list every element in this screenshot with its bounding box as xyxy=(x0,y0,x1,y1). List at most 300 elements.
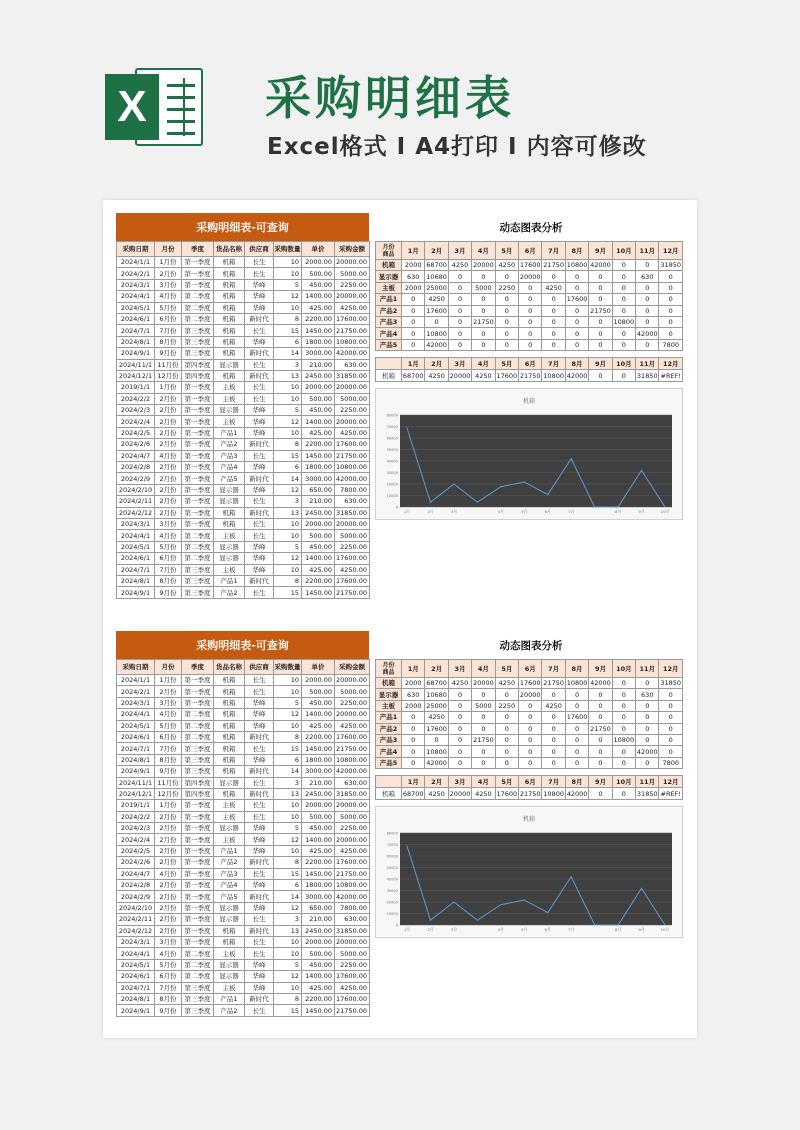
table-cell: 2024/4/1 xyxy=(117,291,155,302)
summary-value-cell: 10680 xyxy=(426,272,447,281)
table-cell: 7月份 xyxy=(155,564,182,575)
table-cell: 第一季度 xyxy=(182,427,214,438)
table-cell: 华峰 xyxy=(245,971,274,982)
table-cell: 显示器 xyxy=(214,359,245,370)
table-cell: 第一季度 xyxy=(182,845,214,856)
table-cell: 13 xyxy=(274,788,302,799)
summary-row xyxy=(376,282,683,293)
table-cell: 13 xyxy=(274,925,302,936)
summary-value-cell: 0 xyxy=(495,689,518,700)
table-cell: 2024/3/1 xyxy=(117,936,155,947)
table-cell: 17600.00 xyxy=(335,439,370,450)
table-cell: 机箱 xyxy=(214,302,245,313)
table-cell: 2024/1/1 xyxy=(117,675,155,686)
table-row xyxy=(117,393,370,404)
table-cell: 显示器 xyxy=(214,902,245,913)
x-tick-label: 3月 xyxy=(450,509,458,515)
table-cell: 1450.00 xyxy=(302,743,335,754)
table-cell: 新时代 xyxy=(245,575,274,586)
summary-value-cell: 0 xyxy=(402,316,425,327)
summary-value-cell: 0 xyxy=(448,746,471,757)
table-cell: 新时代 xyxy=(245,370,274,381)
y-tick-label: 50000 xyxy=(386,866,398,871)
table-cell: 9月份 xyxy=(155,587,182,598)
query-value-cell: 0 xyxy=(589,788,612,800)
table-cell: 第二季度 xyxy=(182,720,214,731)
table-cell: 3000.00 xyxy=(302,473,335,484)
table-cell: 6 xyxy=(274,754,302,765)
purchase-col-header: 采购金额 xyxy=(335,660,370,675)
x-tick-label: 9月 xyxy=(638,509,645,515)
table-cell: 3000.00 xyxy=(302,891,335,902)
query-product-selector[interactable]: 机箱 xyxy=(376,370,402,382)
query-product-selector[interactable]: 机箱 xyxy=(376,788,402,800)
table-cell: 华峰 xyxy=(245,982,274,993)
summary-value-cell: 17600 xyxy=(519,679,541,688)
summary-value-cell: 0 xyxy=(589,316,612,327)
summary-value-cell: 0 xyxy=(636,757,659,768)
summary-value-cell: 4250 xyxy=(495,260,518,271)
summary-month-header: 9月 xyxy=(589,660,612,678)
x-tick-label: 8月 xyxy=(614,509,622,515)
summary-value-cell: 0 xyxy=(565,328,588,339)
data-point xyxy=(617,925,618,926)
summary-value-cell: 0 xyxy=(659,712,683,723)
table-row xyxy=(117,709,370,720)
query-header-row xyxy=(376,776,683,788)
table-cell: 4250.00 xyxy=(335,845,370,856)
table-cell: 第二季度 xyxy=(182,291,214,302)
table-cell: 5 xyxy=(274,697,302,708)
query-col-header xyxy=(376,776,402,788)
summary-value-cell: 0 xyxy=(472,689,495,700)
summary-value-cell: 7800 xyxy=(659,757,683,768)
x-tick-label: 9月 xyxy=(638,927,645,933)
summary-value-cell: 0 xyxy=(519,723,542,734)
table-cell: 450.00 xyxy=(302,823,335,834)
summary-value-cell: 0 xyxy=(472,294,495,305)
table-cell: 500.00 xyxy=(302,811,335,822)
table-cell: 2450.00 xyxy=(302,788,335,799)
summary-value-cell: 17600 xyxy=(566,713,588,722)
table-cell: 主板 xyxy=(214,382,245,393)
table-cell: 显示器 xyxy=(214,914,245,925)
table-row xyxy=(117,731,370,742)
table-cell: 4250.00 xyxy=(335,427,370,438)
summary-product-cell: 机箱 xyxy=(376,678,402,689)
table-cell: 5000.00 xyxy=(335,686,370,697)
table-cell: 新时代 xyxy=(245,857,274,868)
table-cell: 产品2 xyxy=(214,439,245,450)
table-cell: 10 xyxy=(274,686,302,697)
sheet-preview xyxy=(103,200,697,1038)
y-tick-label: 40000 xyxy=(386,459,398,464)
table-cell: 华峰 xyxy=(245,484,274,495)
summary-month-header: 4月 xyxy=(472,660,495,678)
table-cell: 1450.00 xyxy=(302,1005,335,1016)
purchase-col-header: 季度 xyxy=(182,660,214,675)
summary-month-header: 9月 xyxy=(589,242,612,260)
table-cell: 华峰 xyxy=(245,427,274,438)
summary-value-cell: 0 xyxy=(565,689,588,700)
summary-value-cell: 0 xyxy=(495,316,518,327)
table-cell: 11月份 xyxy=(155,359,182,370)
table-cell: 4月份 xyxy=(155,530,182,541)
table-cell: 长生 xyxy=(245,811,274,822)
table-cell: 630.00 xyxy=(335,496,370,507)
summary-value-cell: 2000 xyxy=(402,282,425,293)
summary-value-cell: 0 xyxy=(448,689,471,700)
table-row xyxy=(117,268,370,279)
table-row xyxy=(117,800,370,811)
summary-value-cell: 0 xyxy=(519,734,542,745)
table-cell: 5月份 xyxy=(155,959,182,970)
table-cell: 500.00 xyxy=(302,393,335,404)
table-cell: 42000.00 xyxy=(335,766,370,777)
table-row xyxy=(117,473,370,484)
summary-value-cell: 0 xyxy=(495,328,518,339)
table-cell: 长生 xyxy=(245,777,274,788)
query-col-header: 9月 xyxy=(589,776,612,788)
table-cell: 2024/5/1 xyxy=(117,541,155,552)
table-cell: 机箱 xyxy=(214,731,245,742)
table-cell: 2024/9/1 xyxy=(117,1005,155,1016)
table-cell: 2024/8/1 xyxy=(117,575,155,586)
summary-value-cell: 0 xyxy=(659,282,683,293)
summary-value-cell: 0 xyxy=(542,712,565,723)
table-cell: 第一季度 xyxy=(182,686,214,697)
purchase-col-header: 单价 xyxy=(302,242,335,257)
table-cell: 6月份 xyxy=(155,553,182,564)
table-cell: 210.00 xyxy=(302,496,335,507)
x-tick-label: 4月 xyxy=(497,927,504,933)
table-row xyxy=(117,675,370,686)
table-cell: 2024/5/1 xyxy=(117,720,155,731)
line-chart xyxy=(375,388,683,520)
table-cell: 华峰 xyxy=(245,279,274,290)
table-cell: 2024/2/6 xyxy=(117,439,155,450)
data-point xyxy=(641,470,642,471)
table-row xyxy=(117,948,370,959)
table-cell: 2019/1/1 xyxy=(117,800,155,811)
table-cell: 14 xyxy=(274,473,302,484)
table-cell: 2024/2/11 xyxy=(117,914,155,925)
purchase-col-header: 货品名称 xyxy=(214,242,245,257)
table-cell: 10 xyxy=(274,845,302,856)
summary-value-cell: 0 xyxy=(448,734,471,745)
table-cell: 长生 xyxy=(245,450,274,461)
summary-month-header: 3月 xyxy=(448,660,471,678)
table-row xyxy=(117,462,370,473)
table-cell: 长生 xyxy=(245,686,274,697)
table-cell: 机箱 xyxy=(214,291,245,302)
summary-value-cell: 0 xyxy=(589,328,612,339)
query-value-cell: 10800 xyxy=(543,371,564,380)
summary-value-cell: 21750 xyxy=(590,724,611,733)
table-cell: 10 xyxy=(274,948,302,959)
table-cell: 10800.00 xyxy=(335,880,370,891)
summary-value-cell: 0 xyxy=(402,734,425,745)
table-cell: 20000.00 xyxy=(335,800,370,811)
page-subtitle: Excel格式 I A4打印 I 内容可修改 xyxy=(267,134,647,160)
summary-value-cell: 0 xyxy=(425,734,448,745)
table-cell: 8 xyxy=(274,313,302,324)
table-row xyxy=(117,959,370,970)
table-cell: 产品1 xyxy=(214,845,245,856)
table-cell: 210.00 xyxy=(302,914,335,925)
table-cell: 2024/2/12 xyxy=(117,925,155,936)
summary-value-cell: 0 xyxy=(448,723,471,734)
table-cell: 1月份 xyxy=(155,257,182,268)
table-cell: 8月份 xyxy=(155,336,182,347)
query-col-header: 2月 xyxy=(425,358,448,370)
query-col-header: 1月 xyxy=(402,358,425,370)
table-cell: 2024/1/1 xyxy=(117,257,155,268)
summary-value-cell: 0 xyxy=(589,294,612,305)
query-col-header: 12月 xyxy=(659,358,683,370)
table-cell: 产品2 xyxy=(214,587,245,598)
table-cell: 2024/2/4 xyxy=(117,416,155,427)
summary-value-cell: 0 xyxy=(519,339,542,350)
query-value-cell: 4250 xyxy=(425,370,448,382)
data-point xyxy=(406,846,407,847)
table-cell: 华峰 xyxy=(245,336,274,347)
table-cell: 10 xyxy=(274,675,302,686)
y-tick-label: 80000 xyxy=(386,413,398,418)
table-cell: 长生 xyxy=(245,257,274,268)
summary-month-header: 10月 xyxy=(612,242,635,260)
summary-corner-cell xyxy=(376,660,402,678)
table-cell: 17600.00 xyxy=(335,731,370,742)
table-row xyxy=(117,302,370,313)
summary-value-cell: 17600 xyxy=(426,306,447,315)
query-value-cell: 0 xyxy=(612,788,635,800)
purchase-table-section xyxy=(116,213,369,599)
table-cell: 显示器 xyxy=(214,484,245,495)
table-row xyxy=(117,720,370,731)
table-cell: 2月份 xyxy=(155,834,182,845)
query-col-header: 2月 xyxy=(425,776,448,788)
table-cell: 12 xyxy=(274,291,302,302)
table-cell: 第三季度 xyxy=(182,348,214,359)
summary-value-cell: 0 xyxy=(612,712,635,723)
summary-value-cell: 0 xyxy=(402,757,425,768)
purchase-col-header: 供应商 xyxy=(245,660,274,675)
summary-value-cell: 0 xyxy=(636,282,659,293)
table-cell: 4月份 xyxy=(155,709,182,720)
table-cell: 500.00 xyxy=(302,948,335,959)
summary-value-cell: 42000 xyxy=(636,329,658,338)
data-point xyxy=(617,507,618,508)
summary-value-cell: 4250 xyxy=(542,700,565,711)
table-cell: 4250.00 xyxy=(335,302,370,313)
query-col-header: 12月 xyxy=(659,776,683,788)
query-value-cell: 0 xyxy=(589,370,612,382)
table-cell: 1月份 xyxy=(155,382,182,393)
table-cell: 新时代 xyxy=(245,348,274,359)
table-row xyxy=(117,993,370,1004)
summary-value-cell: 2250 xyxy=(495,700,518,711)
summary-value-cell: 0 xyxy=(565,746,588,757)
table-cell: 6月份 xyxy=(155,971,182,982)
table-cell: 第一季度 xyxy=(182,697,214,708)
table-cell: 华峰 xyxy=(245,291,274,302)
table-cell: 显示器 xyxy=(214,405,245,416)
table-cell: 新时代 xyxy=(245,439,274,450)
table-cell: 华峰 xyxy=(245,405,274,416)
table-cell: 主板 xyxy=(214,948,245,959)
table-cell: 2024/7/1 xyxy=(117,564,155,575)
table-cell: 第二季度 xyxy=(182,313,214,324)
table-cell: 2000.00 xyxy=(302,518,335,529)
purchase-table xyxy=(116,241,370,599)
table-cell: 主板 xyxy=(214,416,245,427)
summary-row xyxy=(376,271,683,282)
summary-value-cell: 0 xyxy=(589,700,612,711)
summary-month-header: 8月 xyxy=(565,242,588,260)
table-cell: 第三季度 xyxy=(182,336,214,347)
table-row xyxy=(117,902,370,913)
summary-value-cell: 0 xyxy=(589,746,612,757)
summary-value-cell: 0 xyxy=(612,746,635,757)
summary-row xyxy=(376,678,683,689)
table-cell: 12 xyxy=(274,902,302,913)
table-cell: 1800.00 xyxy=(302,462,335,473)
table-cell: 5月份 xyxy=(155,302,182,313)
summary-value-cell: 0 xyxy=(495,294,518,305)
x-tick-label: 6月 xyxy=(544,927,551,933)
table-row xyxy=(117,777,370,788)
table-row xyxy=(117,857,370,868)
table-cell: 2450.00 xyxy=(302,507,335,518)
data-point xyxy=(641,888,642,889)
summary-value-cell: 0 xyxy=(542,328,565,339)
summary-value-cell: 10800 xyxy=(613,318,635,327)
table-row xyxy=(117,788,370,799)
table-cell: 10 xyxy=(274,268,302,279)
summary-value-cell: 21750 xyxy=(590,306,611,315)
purchase-col-header: 单价 xyxy=(302,660,335,675)
table-cell: 长生 xyxy=(245,914,274,925)
table-row xyxy=(117,925,370,936)
summary-value-cell: 0 xyxy=(542,734,565,745)
summary-value-cell: 0 xyxy=(448,305,471,316)
summary-value-cell: 25000 xyxy=(426,283,447,292)
summary-value-cell: 0 xyxy=(402,339,425,350)
table-cell: 第一季度 xyxy=(182,936,214,947)
summary-value-cell: 21750 xyxy=(543,261,564,270)
table-cell: 15 xyxy=(274,743,302,754)
table-cell: 第一季度 xyxy=(182,382,214,393)
table-cell: 17600.00 xyxy=(335,971,370,982)
table-cell: 10 xyxy=(274,382,302,393)
table-cell: 机箱 xyxy=(214,936,245,947)
summary-value-cell: 4250 xyxy=(448,260,471,271)
table-cell: 1450.00 xyxy=(302,450,335,461)
analysis-title: 动态图表分析 xyxy=(499,221,563,234)
summary-value-cell: 0 xyxy=(495,712,518,723)
table-cell: 2024/2/3 xyxy=(117,823,155,834)
table-cell: 3 xyxy=(274,496,302,507)
summary-product-cell: 产品2 xyxy=(376,723,402,734)
table-cell: 2024/2/10 xyxy=(117,902,155,913)
summary-value-cell: 0 xyxy=(495,757,518,768)
summary-value-cell: 0 xyxy=(448,282,471,293)
table-row xyxy=(117,405,370,416)
query-col-header: 11月 xyxy=(636,358,659,370)
table-cell: 20000.00 xyxy=(335,257,370,268)
table-row xyxy=(117,766,370,777)
summary-value-cell: 0 xyxy=(589,271,612,282)
table-cell: 第二季度 xyxy=(182,731,214,742)
summary-value-cell: 0 xyxy=(448,294,471,305)
table-cell: 第三季度 xyxy=(182,587,214,598)
summary-value-cell: 0 xyxy=(565,316,588,327)
table-cell: 第二季度 xyxy=(182,709,214,720)
table-cell: 2月份 xyxy=(155,845,182,856)
table-cell: 产品1 xyxy=(214,427,245,438)
table-cell: 机箱 xyxy=(214,697,245,708)
table-cell: 产品4 xyxy=(214,462,245,473)
query-result-row xyxy=(376,370,683,382)
table-cell: 21750.00 xyxy=(335,450,370,461)
query-value-cell: 17600 xyxy=(496,371,518,380)
table-cell: 15 xyxy=(274,1005,302,1016)
summary-value-cell: 17600 xyxy=(426,724,447,733)
table-cell: 2000.00 xyxy=(302,382,335,393)
purchase-col-header: 月份 xyxy=(155,242,182,257)
analysis-title: 动态图表分析 xyxy=(499,639,563,652)
summary-value-cell: 0 xyxy=(659,316,683,327)
table-cell: 长生 xyxy=(245,393,274,404)
query-value-cell: 20000 xyxy=(449,789,471,798)
summary-value-cell: 0 xyxy=(589,282,612,293)
table-cell: 20000.00 xyxy=(335,709,370,720)
summary-row xyxy=(376,260,683,271)
table-cell: 华峰 xyxy=(245,823,274,834)
table-row xyxy=(117,971,370,982)
summary-value-cell: 21750 xyxy=(473,736,494,745)
table-cell: 5000.00 xyxy=(335,948,370,959)
table-cell: 产品2 xyxy=(214,1005,245,1016)
table-cell: 机箱 xyxy=(214,754,245,765)
table-cell: 2000.00 xyxy=(302,936,335,947)
summary-value-cell: 2000 xyxy=(402,678,425,689)
summary-value-cell: 0 xyxy=(612,328,635,339)
summary-product-cell: 产品4 xyxy=(376,328,402,339)
table-cell: 10800.00 xyxy=(335,462,370,473)
summary-value-cell: 0 xyxy=(612,271,635,282)
table-cell: 2200.00 xyxy=(302,993,335,1004)
table-cell: 10800.00 xyxy=(335,754,370,765)
summary-value-cell: 25000 xyxy=(426,701,447,710)
table-cell: 新时代 xyxy=(245,507,274,518)
table-cell: 21750.00 xyxy=(335,743,370,754)
query-result-row xyxy=(376,788,683,800)
table-cell: 11月份 xyxy=(155,777,182,788)
table-cell: 4月份 xyxy=(155,868,182,879)
table-cell: 12 xyxy=(274,971,302,982)
summary-row xyxy=(376,328,683,339)
table-row xyxy=(117,914,370,925)
query-col-header: 9月 xyxy=(589,358,612,370)
table-cell: 6月份 xyxy=(155,731,182,742)
summary-value-cell: 0 xyxy=(402,328,425,339)
summary-value-cell: 0 xyxy=(542,723,565,734)
table-cell: 主板 xyxy=(214,393,245,404)
table-cell: 3月份 xyxy=(155,279,182,290)
summary-value-cell: 0 xyxy=(495,723,518,734)
